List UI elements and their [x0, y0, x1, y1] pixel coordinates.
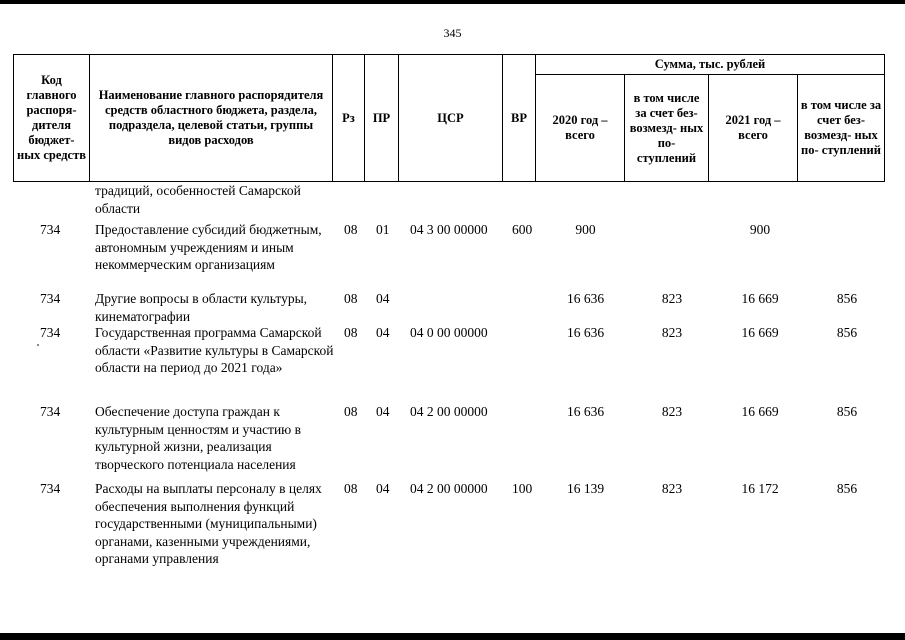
row-sum-2020: 900 [575, 222, 596, 237]
row-free-2021: 856 [836, 325, 858, 340]
row-rz: 08 [344, 291, 358, 306]
row-code: 734 [40, 222, 61, 237]
row-code: 734 [40, 481, 61, 496]
row-free-2021: 856 [836, 404, 858, 419]
header-rz: Рз [333, 55, 365, 182]
header-2021-free: в том числе за счет без- возмезд- ных по- ступлений [798, 75, 885, 182]
row-pr: 04 [376, 325, 390, 340]
row-free-2021: 856 [836, 481, 858, 496]
row-csr: 04 0 00 00000 [410, 325, 488, 340]
row-sum-2021: 16 669 [741, 291, 779, 306]
row-code: 734 [40, 404, 61, 419]
row-code: 734 [40, 291, 61, 306]
row-pr: 04 [376, 481, 390, 496]
row-name: Другие вопросы в области культуры, кинематографии [95, 291, 308, 324]
row-sum-2021: 16 669 [741, 325, 779, 340]
row-free-2020: 823 [661, 481, 683, 496]
row-name: традиций, особенностей Самарской области [95, 183, 301, 216]
row-rz: 08 [344, 481, 358, 496]
header-name: Наименование главного распорядителя средств областного бюджета, раздела, подраздела, целевой статьи, группы видов расходов [90, 55, 333, 182]
row-name: Расходы на выплаты персоналу в целях обеспечения выполнения функций государственными (муниципальными) органами, казенными учреждениями, органами управления [95, 481, 322, 566]
row-sum-2020: 16 139 [566, 481, 605, 496]
row-free-2020: 823 [661, 404, 683, 419]
row-pr: 04 [376, 291, 390, 306]
row-csr: 04 2 00 00000 [410, 404, 488, 419]
row-free-2020: 823 [661, 325, 683, 340]
header-2021-total: 2021 год – всего [709, 75, 798, 182]
scan-speck [37, 344, 39, 346]
row-sum-2021: 16 669 [741, 404, 779, 419]
row-vr: 100 [512, 481, 533, 496]
row-name: Государственная программа Самарской области «Развитие культуры в Самарской области на период до 2021 года» [95, 325, 334, 375]
row-rz: 08 [344, 222, 358, 237]
row-csr: 04 3 00 00000 [410, 222, 488, 237]
header-csr: ЦСР [399, 55, 503, 182]
row-sum-2020: 16 636 [566, 404, 605, 419]
row-csr: 04 2 00 00000 [410, 481, 488, 496]
row-name: Предоставление субсидий бюджетным, автономным учреждениям и иным некоммерческим организациям [95, 222, 322, 272]
bottom-rule [0, 633, 905, 640]
header-2020-total: 2020 год – всего [536, 75, 625, 182]
row-code: 734 [40, 325, 61, 340]
row-pr: 01 [376, 222, 390, 237]
row-name: Обеспечение доступа граждан к культурным ценностям и участию в культурной жизни, реализация творческого потенциала населения [95, 404, 302, 472]
header-2020-free: в том числе за счет без- возмезд- ных по- ступлений [625, 75, 709, 182]
row-sum-2021: 16 172 [741, 481, 779, 496]
row-free-2021: 856 [836, 291, 858, 306]
header-pr: ПР [365, 55, 399, 182]
row-rz: 08 [344, 325, 358, 340]
row-sum-2021: 900 [749, 222, 771, 237]
header-sum: Сумма, тыс. рублей [536, 55, 885, 75]
top-rule [0, 0, 905, 4]
row-sum-2020: 16 636 [566, 291, 605, 306]
row-vr: 600 [512, 222, 533, 237]
row-free-2020: 823 [661, 291, 683, 306]
row-rz: 08 [344, 404, 358, 419]
header-code: Код главного распоря- дителя бюджет- ных средств [14, 55, 90, 182]
row-pr: 04 [376, 404, 390, 419]
row-sum-2020: 16 636 [566, 325, 605, 340]
page-number: 345 [443, 26, 462, 40]
table-header [13, 54, 885, 182]
header-vr: ВР [503, 55, 536, 182]
